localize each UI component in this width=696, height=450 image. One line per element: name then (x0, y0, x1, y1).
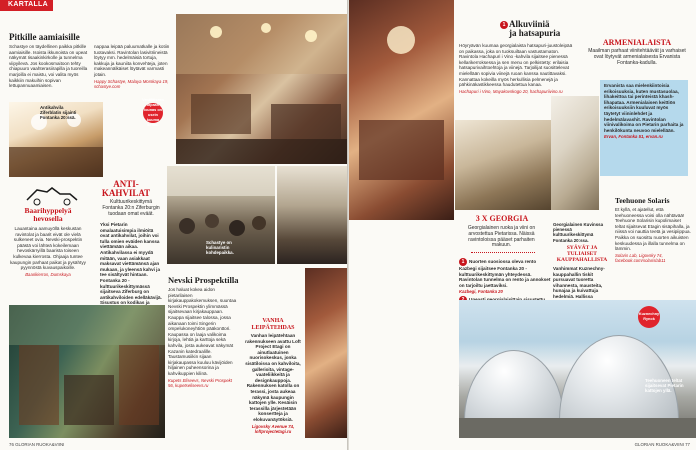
anti-subtitle: Kulttuurikeskittymä Fontanka 20:n Ziferburgin tuodaan omat eväät. (102, 199, 160, 217)
pitkille-title: Pitkille aamiaisille (9, 32, 80, 42)
baari-title: Baarihyppelyä hevosella (24, 206, 72, 223)
cafe-photo (176, 14, 347, 164)
dome-tent-left (464, 350, 564, 420)
tent-caption: Teehuoneen teltat sijaitsevat Pietarin kattojen yllä. (645, 378, 684, 394)
georgia-title: 3 X GEORGIA (475, 214, 529, 223)
tuliaiset-body: Vanhimmat Kuznechny-kauppahallin tiskit pursuavat tuoretta vihannesta, mausteita, hunajaa ja kuivattuja hedelmiä. Hallissa (553, 266, 605, 299)
teehuone-body: Et kyllä, et ajatellut, että teehuoneessa voisi olla nähtävää! Teehuone Solarisin kupolimaiset teltat sijaitsevat Etagin sisäpihalla, ja niissä voi nauttia teetä ja vesipiippua. Paikka on suosittu nuorten aikuisten keskuudessa ja illalla tunnelma on lämmin. Solaris Lab, Ligovsky 74, facebook.com/solarislab11 (615, 207, 691, 264)
waiter-photo (277, 166, 347, 264)
armenia-box: Ervanista saa mielenkiintoisia erikoisuuksia, kuten mustasuolaa, lihakeittoa tai perinteistä khash-lihapataa. Armenialaisen keittiön erikoisuuksiin kuuluvat myös täytetyt viininlehdet ja hedelmälavashit. Ravintolan viinivalikoima on Pietarin parhaita ja henkilökunta neuvoo mielellään. Ervan, Fontanka 51, ervan.ru (600, 80, 688, 176)
vanha-body: Vanhan leipätehtaan rakennukseen avattu Loft Project Etagi on ainutlaatuinen nuorisokeskus, jonka sisätiloissa on kahviloita, gallerioita, vintage-vaateliikkeitä ja designkauppoja. Rakennuksen katolla on terassi, josta aukeaa näkymä kaupungin kattojen ylle. Kesäisin terassilla järjestetään konsertteja ja elokuvanäytöksiä. Ligovsky Avenue 74, loftprojectetagi.ru (245, 333, 301, 435)
tent-photo (459, 300, 696, 438)
georgia-subtitle: Georgialainen ruoka ja viini on arvostettua Pietarissa. Näissä ravintoloissa pääset parhaiten makuun. (467, 225, 536, 249)
anti-title: ANTI- KAHVILAT (101, 179, 151, 198)
alku-body: Höyryävän kuumaa georgialaista hatsapuri-juustoleipää on paikassa, joka on tuoksuiltaan vastustamaton. Ravintola Hachapuri i Vino -kahvila sijaitsee pienessä kellarikerroksessa ja sen menu on pelkistetty: erilaisia hatsapurivaihtoehtoja ja viinejä. Tarjoilijat suosittelevat mielellään sopivia viinejä ruoan kanssa nautittavaksi. Kannattaa kokeilla myös herkullisia pelmenejä ja pähkinäkastikkeessa haudutettua kanaa. Hachapuri i Vino, Mayakovskogo 20, hachapuriivino.ru (459, 43, 573, 94)
alku-title: Alkuviiniä ja hatsapuria (509, 19, 561, 38)
pitkille-caption: Antikahvila Ziferblatin sijainti Fontanka 20:ssä. (40, 105, 77, 121)
georgia-list: 1 Nuorten suosiossa oleva rento Kazbegi sijaitsee Fontanka 20 -kulttuurikeskittymän yhteydessä. Ravintolan tunnelma on rento ja annokset on tarjoiltu jaettaviksi. Kazbegi, Fontanka 20 (459, 258, 551, 394)
left-page (0, 0, 347, 450)
shop-photo (551, 96, 599, 210)
anti-body: Yksi Pietarin omalaatuisimpia ilmiöitä ovat antikahvilat, joihin voi tulla omien eväiden kanssa viettämään aikaa. Antikahvilassa ei myydä mitään, vaan asiakkaat maksavat viettämänsä ajan mukaan, ja yleensä kahvi ja tee sisältyvät hintaan. Fontanka 20 -kulttuurikeskittymässä sijaitseva Ziferburg on antikahviloiden edelläkävijä. Sisustus on kodikas ja (100, 222, 162, 306)
wine-photo (455, 120, 551, 210)
vanha-title: VANHA LEIPÄTEHDAS (251, 318, 295, 331)
pitkille-body-col1: Schastye on täydellinen paikka pitkille aamiaisille. Isoista ikkunoista on upeat näkymät Iisaakinkirkolle ja tunnelma viipyilevä. Jos kookosmaitoon tehty chiapuuro vaahterasiirapilla ja tuoreilla marjoilla ei maistu, voi valita myös kaikkiin makuihin sopivan lettupannuaamiaisen. (9, 44, 88, 89)
left-folio: 76 GLORIAN RUOKA&VIINI (9, 442, 65, 447)
hachapuri-photo (349, 0, 454, 220)
lunch-badge: Venäläiseen tapaan lounas on usein kuuma keitto. (142, 98, 164, 127)
pin-1: 1 (500, 21, 508, 29)
baari-body: Lauantaina aamuyöllä keskustan ravintolat ja baarit eivät ole vielä sulkeneet ovia. Nevski-prospektin päästä voi lähteä kokeilemaan hevoskärryillä baarista toiseen kulkevaa kierrosta. Ohjaaja tuntee kaupungin parhaat paikat ja pysähtyy pyynnöstä kuvauspaikoille. Baarikierros, Dumskaya (10, 226, 86, 277)
section-tag: KARTALLA (0, 0, 53, 11)
horse-carriage-icon (22, 182, 82, 206)
georgia-divider (471, 252, 535, 254)
roof-deck (459, 418, 696, 438)
bookstore-illustration (9, 305, 165, 438)
restaurant-photo (305, 268, 347, 438)
hall-badge: Kuznechny Rynok (638, 306, 660, 328)
armenia-title: ARMENIALAISTA (602, 38, 672, 47)
right-folio: GLORIAN RUOKA&VIINI 77 (634, 442, 690, 447)
pitkille-body-col2: nappaa leipää paluumatkalle ja kotiin tuotavaksi. Ravintolan lasivitriineistä löytyy mm. hedelmäisiä tortuja, kakkuja ja kauniita konvehteja, joten makeannälkäiset löytävät varmasti jotain. Happy Schastye, Malaya Morskaya 19, schastye.com (94, 44, 170, 90)
georgia-caption: Georgialainen Kuvinssa pienessä kulttuurikeskittymä Fontanka 20:ssa. (553, 222, 604, 243)
armenia-subtitle: Maailman parhaat viinitehtäävät ja varhaiset ovat löytyvät armenialaisesta Ervanista Fontanka-kadulla. (588, 48, 686, 66)
nevski-body: Jos haluat kokea aidon pietarilaisen kirjakauppakokemuksen, suuntaa Nevski Prospektin ylimmässä sijaitsevaan kirjakauppaan. Kauppa sijaitsee talossa, jossa aikanaan toimi Singerin ompelukoneyhtiön pääkonttori. Kaupassa on laaja valikoima kirjoja, lehtiä ja karttoja sekä kahvila, josta aukeavat näkymät Kazanin katedraalille. Taustamusiikin sijaan kirjakaupassa kuuluu kävijöiden hiljainen puheensorina ja kahvikuppien kilinä. Kupets Eliseevs, Nevski Prospekt 56, kupetseliseevs.ru (168, 287, 237, 389)
bookstore-photo (9, 305, 165, 438)
hachapuri-illustration (349, 0, 454, 220)
right-page (349, 0, 696, 450)
sculpture-caption: Schastye on kulinaristin kohdepaikka. (206, 240, 234, 256)
nevski-title: Nevski Prospektilla (168, 275, 239, 285)
num-1: 1 (459, 258, 467, 266)
tuliaiset-title: SYÄVÄT JA TULIAISET KAUPPAHALLISTA (556, 245, 608, 263)
teehuone-title: Teehuone Solaris (615, 196, 670, 205)
cafe-illustration (176, 14, 347, 164)
